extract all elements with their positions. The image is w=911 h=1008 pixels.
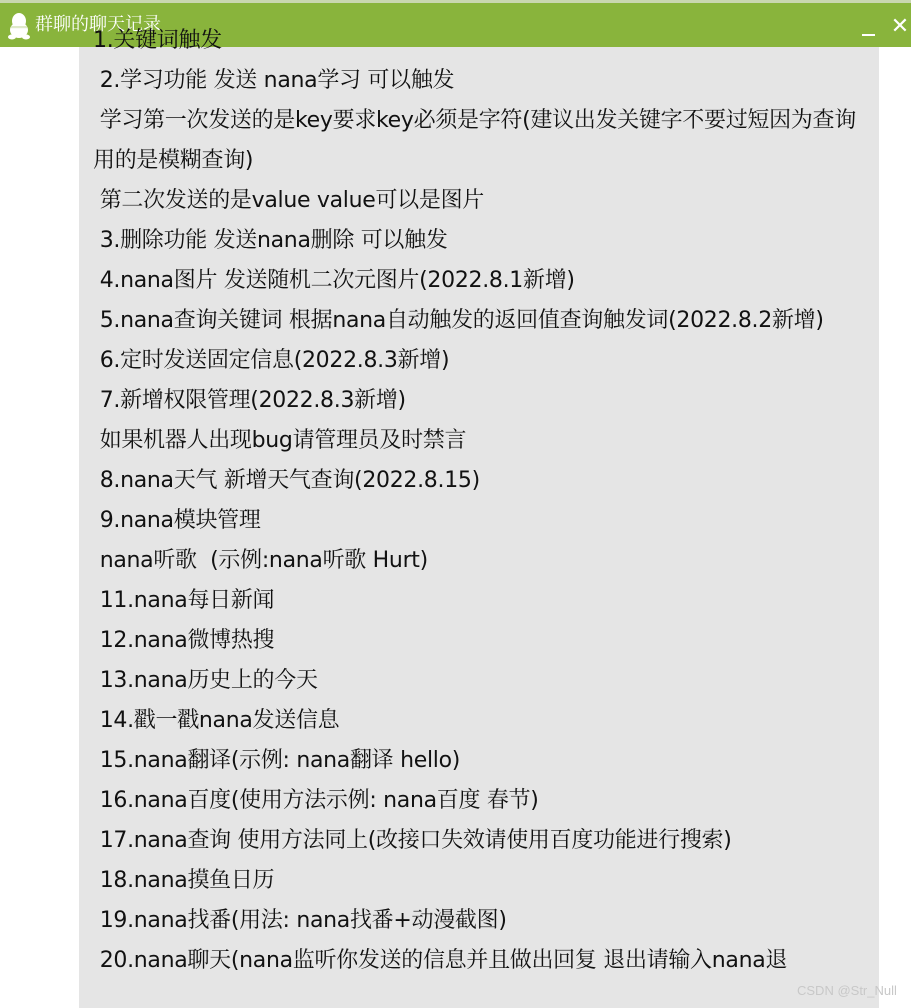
message-line: 如果机器人出现bug请管理员及时禁言 xyxy=(93,428,467,453)
message-line: 5.nana查询关键词 根据nana自动触发的返回值查询触发词(2022.8.2新增) xyxy=(93,308,824,333)
message-line: 14.戳一戳nana发送信息 xyxy=(93,708,340,733)
message-line: 13.nana历史上的今天 xyxy=(93,668,318,693)
message-list xyxy=(93,21,873,981)
message-line: 7.新增权限管理(2022.8.3新增) xyxy=(93,388,406,413)
message-line: 19.nana找番(用法: nana找番+动漫截图) xyxy=(93,908,507,933)
window-title: 群聊的聊天记录 xyxy=(35,14,161,35)
watermark: CSDN @Str_Null xyxy=(797,983,897,998)
message-line: 2.学习功能 发送 nana学习 可以触发 xyxy=(93,68,455,93)
message-line: 15.nana翻译(示例: nana翻译 hello) xyxy=(93,748,461,773)
message-line: 4.nana图片 发送随机二次元图片(2022.8.1新增) xyxy=(93,268,575,293)
message-line: 6.定时发送固定信息(2022.8.3新增) xyxy=(93,348,450,373)
close-button[interactable] xyxy=(889,15,911,39)
message-line: 11.nana每日新闻 xyxy=(93,588,275,613)
message-line: 9.nana模块管理 xyxy=(93,508,261,533)
qq-penguin-icon xyxy=(8,12,30,40)
message-line: 学习第一次发送的是key要求key必须是字符(建议出发关键字不要过短因为查询用的是模糊查询) xyxy=(93,108,856,173)
message-line: 18.nana摸鱼日历 xyxy=(93,868,275,893)
message-line: 20.nana聊天(nana监听你发送的信息并且做出回复 退出请输入nana退 xyxy=(93,948,788,973)
message-line: 3.删除功能 发送nana删除 可以触发 xyxy=(93,228,448,253)
message-line: 1.关键词触发 xyxy=(93,28,222,53)
message-line: 12.nana微博热搜 xyxy=(93,628,275,653)
message-line: 第二次发送的是value value可以是图片 xyxy=(93,188,484,213)
message-line: 8.nana天气 新增天气查询(2022.8.15) xyxy=(93,468,480,493)
close-icon: ✕ xyxy=(890,14,910,39)
message-panel[interactable] xyxy=(79,28,879,1008)
message-line: nana听歌 (示例:nana听歌 Hurt) xyxy=(93,548,428,573)
message-line: 16.nana百度(使用方法示例: nana百度 春节) xyxy=(93,788,539,813)
message-line: 17.nana查询 使用方法同上(改接口失效请使用百度功能进行搜索) xyxy=(93,828,732,853)
